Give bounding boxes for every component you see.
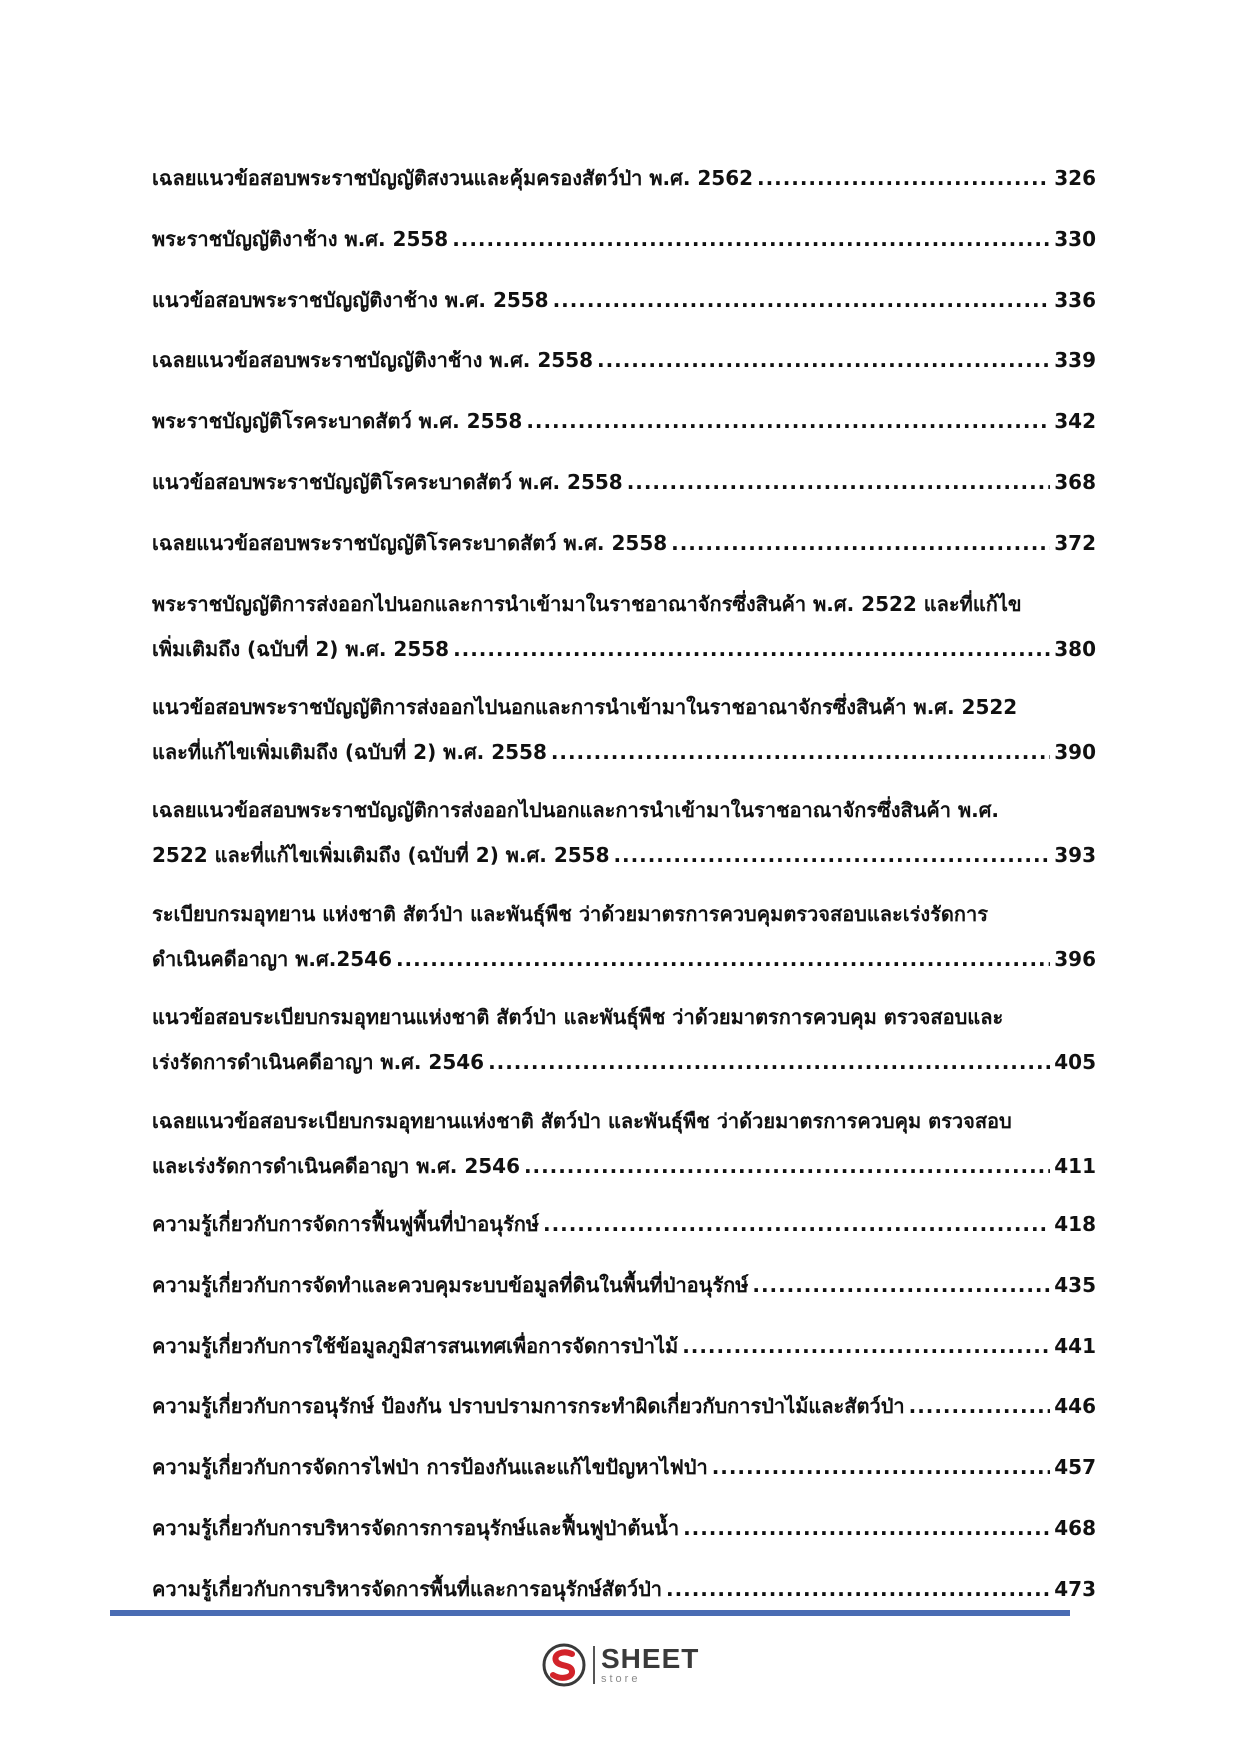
toc-entry-page-number: 372 [1054,530,1096,555]
dot-leader [671,517,1050,569]
toc-entry-page-number: 380 [1054,636,1096,661]
dot-leader [627,456,1051,508]
toc-entry-last-line [152,1563,1096,1615]
logo-wordmark [601,1645,699,1685]
toc-entry-last-line [152,1259,1096,1311]
dot-leader [683,1502,1050,1554]
toc-entry-title-line: เร่งรัดการดำเนินคดีอาญา พ.ศ. 2546 [152,1050,485,1075]
toc-entry[interactable] [152,991,1096,1094]
toc-entry-title-line: ความรู้เกี่ยวกับการบริหารจัดการพื้นที่และการอนุรักษ์สัตว์ป่า [152,1576,663,1601]
toc-entry-page-number: 339 [1054,348,1096,373]
toc-entry[interactable] [152,1259,1096,1320]
toc-entry[interactable] [152,681,1096,784]
toc-entry-title-line: ความรู้เกี่ยวกับการอนุรักษ์ ป้องกัน ปราบปรามการกระทำผิดเกี่ยวกับการป่าไม้และสัตว์ป่า [152,1394,905,1419]
dot-leader [396,934,1050,984]
toc-entry-title-line: ความรู้เกี่ยวกับการจัดการฟื้นฟูพื้นที่ป่าอนุรักษ์ [152,1211,540,1236]
dot-leader [453,624,1050,674]
toc-entry-title-line: แนวข้อสอบพระราชบัญญัติการส่งออกไปนอกและการนำเข้ามาในราชอาณาจักรซึ่งสินค้า พ.ศ. 2522 [152,694,1018,719]
toc-entry-title-line: แนวข้อสอบพระราชบัญญัติงาช้าง พ.ศ. 2558 [152,287,549,312]
dot-leader [452,213,1050,265]
toc-entry-last-line [152,1502,1096,1554]
toc-entry-last-line [152,334,1096,386]
dot-leader [551,727,1050,777]
toc-entry-last-line [152,274,1096,326]
toc-entry[interactable] [152,334,1096,395]
toc-entry-title-line: เฉลยแนวข้อสอบพระราชบัญญัติการส่งออกไปนอกและการนำเข้ามาในราชอาณาจักรซึ่งสินค้า พ.ศ. [152,798,1000,823]
toc-entry-title-line: เฉลยแนวข้อสอบพระราชบัญญัติสงวนและคุ้มครองสัตว์ป่า พ.ศ. 2562 [152,166,754,190]
dot-leader [752,1259,1050,1311]
table-of-contents [152,152,1096,1624]
toc-entry-page-number: 473 [1054,1576,1096,1601]
toc-entry-page-number: 435 [1054,1272,1096,1297]
dot-leader [682,1320,1050,1372]
toc-entry-page-number: 418 [1054,1211,1096,1236]
toc-entry-last-line [152,1037,1096,1087]
toc-entry-last-line [152,517,1096,569]
toc-entry-page-number: 393 [1054,843,1096,868]
toc-entry-page-number: 390 [1054,739,1096,764]
toc-entry-last-line [152,624,1096,674]
toc-entry[interactable] [152,1320,1096,1381]
toc-entry-page-number: 446 [1054,1394,1096,1419]
toc-entry-last-line [152,213,1096,265]
toc-entry-page-number: 457 [1054,1455,1096,1480]
toc-entry[interactable] [152,1502,1096,1563]
toc-entry-last-line [152,1198,1096,1250]
toc-entry-page-number: 336 [1054,287,1096,312]
toc-entry-title-line: ดำเนินคดีอาญา พ.ศ.2546 [152,946,392,971]
toc-entry[interactable] [152,456,1096,517]
toc-entry-last-line [152,1441,1096,1493]
dot-leader [524,1141,1050,1191]
dot-leader [488,1037,1050,1087]
toc-entry-page-number: 405 [1054,1050,1096,1075]
toc-entry-page-number: 326 [1054,166,1096,190]
dot-leader [543,1198,1050,1250]
dot-leader [757,152,1050,204]
toc-entry-title-line: ความรู้เกี่ยวกับการบริหารจัดการการอนุรักษ์และฟื้นฟูป่าต้นน้ำ [152,1515,680,1540]
toc-entry-last-line [152,456,1096,508]
toc-entry-page-number: 441 [1054,1333,1096,1358]
sheet-store-s-logo-icon [541,1642,587,1688]
toc-entry-title-line: และเร่งรัดการดำเนินคดีอาญา พ.ศ. 2546 [152,1153,520,1178]
logo-brand-text: SHEET [601,1643,700,1674]
toc-entry-last-line [152,1380,1096,1432]
toc-entry-title-line: พระราชบัญญัติโรคระบาดสัตว์ พ.ศ. 2558 [152,409,523,434]
footer-rule [110,1610,1070,1616]
dot-leader [666,1563,1050,1615]
dot-leader [553,274,1051,326]
dot-leader [712,1441,1051,1493]
toc-entry-title-line: เฉลยแนวข้อสอบพระราชบัญญัติโรคระบาดสัตว์ พ.ศ. 2558 [152,530,668,555]
toc-entry-title-line: เพิ่มเติมถึง (ฉบับที่ 2) พ.ศ. 2558 [152,636,450,661]
toc-entry-title-line: พระราชบัญญัติการส่งออกไปนอกและการนำเข้ามาในราชอาณาจักรซึ่งสินค้า พ.ศ. 2522 และที่แก้ไข [152,591,1022,616]
toc-entry-title-line: และที่แก้ไขเพิ่มเติมถึง (ฉบับที่ 2) พ.ศ. 2558 [152,739,547,764]
toc-entry-title-line: พระราชบัญญัติงาช้าง พ.ศ. 2558 [152,226,449,251]
toc-entry[interactable] [152,274,1096,335]
toc-entry-title-line: ระเบียบกรมอุทยาน แห่งชาติ สัตว์ป่า และพันธุ์พืช ว่าด้วยมาตรการควบคุมตรวจสอบและเร่งรัดการ [152,901,988,926]
toc-entry[interactable] [152,1198,1096,1259]
toc-entry-page-number: 330 [1054,226,1096,251]
toc-entry[interactable] [152,888,1096,991]
toc-entry-page-number: 368 [1054,469,1096,494]
toc-entry-last-line [152,1141,1096,1191]
toc-entry-last-line [152,934,1096,984]
dot-leader [526,395,1050,447]
toc-entry[interactable] [152,1095,1096,1198]
toc-entry-title-line: ความรู้เกี่ยวกับการจัดการไฟป่า การป้องกันและแก้ไขปัญหาไฟป่า [152,1455,708,1480]
toc-entry-title-line: แนวข้อสอบระเบียบกรมอุทยานแห่งชาติ สัตว์ป่า และพันธุ์พืช ว่าด้วยมาตรการควบคุม ตรวจสอบและ [152,1005,1004,1030]
toc-entry[interactable] [152,213,1096,274]
dot-leader [909,1380,1051,1432]
toc-entry-last-line [152,1320,1096,1372]
toc-entry-page-number: 396 [1054,946,1096,971]
toc-entry[interactable] [152,1380,1096,1441]
toc-entry-title-line: ความรู้เกี่ยวกับการใช้ข้อมูลภูมิสารสนเทศเพื่อการจัดการป่าไม้ [152,1333,679,1358]
toc-entry-last-line [152,152,1096,204]
toc-entry[interactable] [152,1441,1096,1502]
logo-separator [593,1646,595,1684]
toc-entry-page-number: 411 [1054,1153,1096,1178]
toc-entry-title-line: 2522 และที่แก้ไขเพิ่มเติมถึง (ฉบับที่ 2) พ.ศ. 2558 [152,843,610,868]
toc-entry-title-line: เฉลยแนวข้อสอบระเบียบกรมอุทยานแห่งชาติ สัตว์ป่า และพันธุ์พืช ว่าด้วยมาตรการควบคุม ตรวจสอบ [152,1108,1012,1133]
dot-leader [614,830,1051,880]
toc-entry[interactable] [152,152,1096,213]
logo-sub-text: store [601,1673,641,1685]
toc-entry-last-line [152,830,1096,880]
toc-entry[interactable] [152,517,1096,578]
toc-entry[interactable] [152,395,1096,456]
toc-entry-page-number: 342 [1054,409,1096,434]
toc-entry-title-line: เฉลยแนวข้อสอบพระราชบัญญัติงาช้าง พ.ศ. 2558 [152,348,594,373]
dot-leader [597,334,1050,386]
footer-logo [541,1640,701,1690]
toc-entry[interactable] [152,578,1096,681]
toc-entry-title-line: แนวข้อสอบพระราชบัญญัติโรคระบาดสัตว์ พ.ศ. 2558 [152,469,623,494]
toc-entry[interactable] [152,784,1096,887]
toc-entry-page-number: 468 [1054,1515,1096,1540]
toc-entry-title-line: ความรู้เกี่ยวกับการจัดทำและควบคุมระบบข้อมูลที่ดินในพื้นที่ป่าอนุรักษ์ [152,1272,749,1297]
toc-entry-last-line [152,395,1096,447]
toc-entry-last-line [152,727,1096,777]
